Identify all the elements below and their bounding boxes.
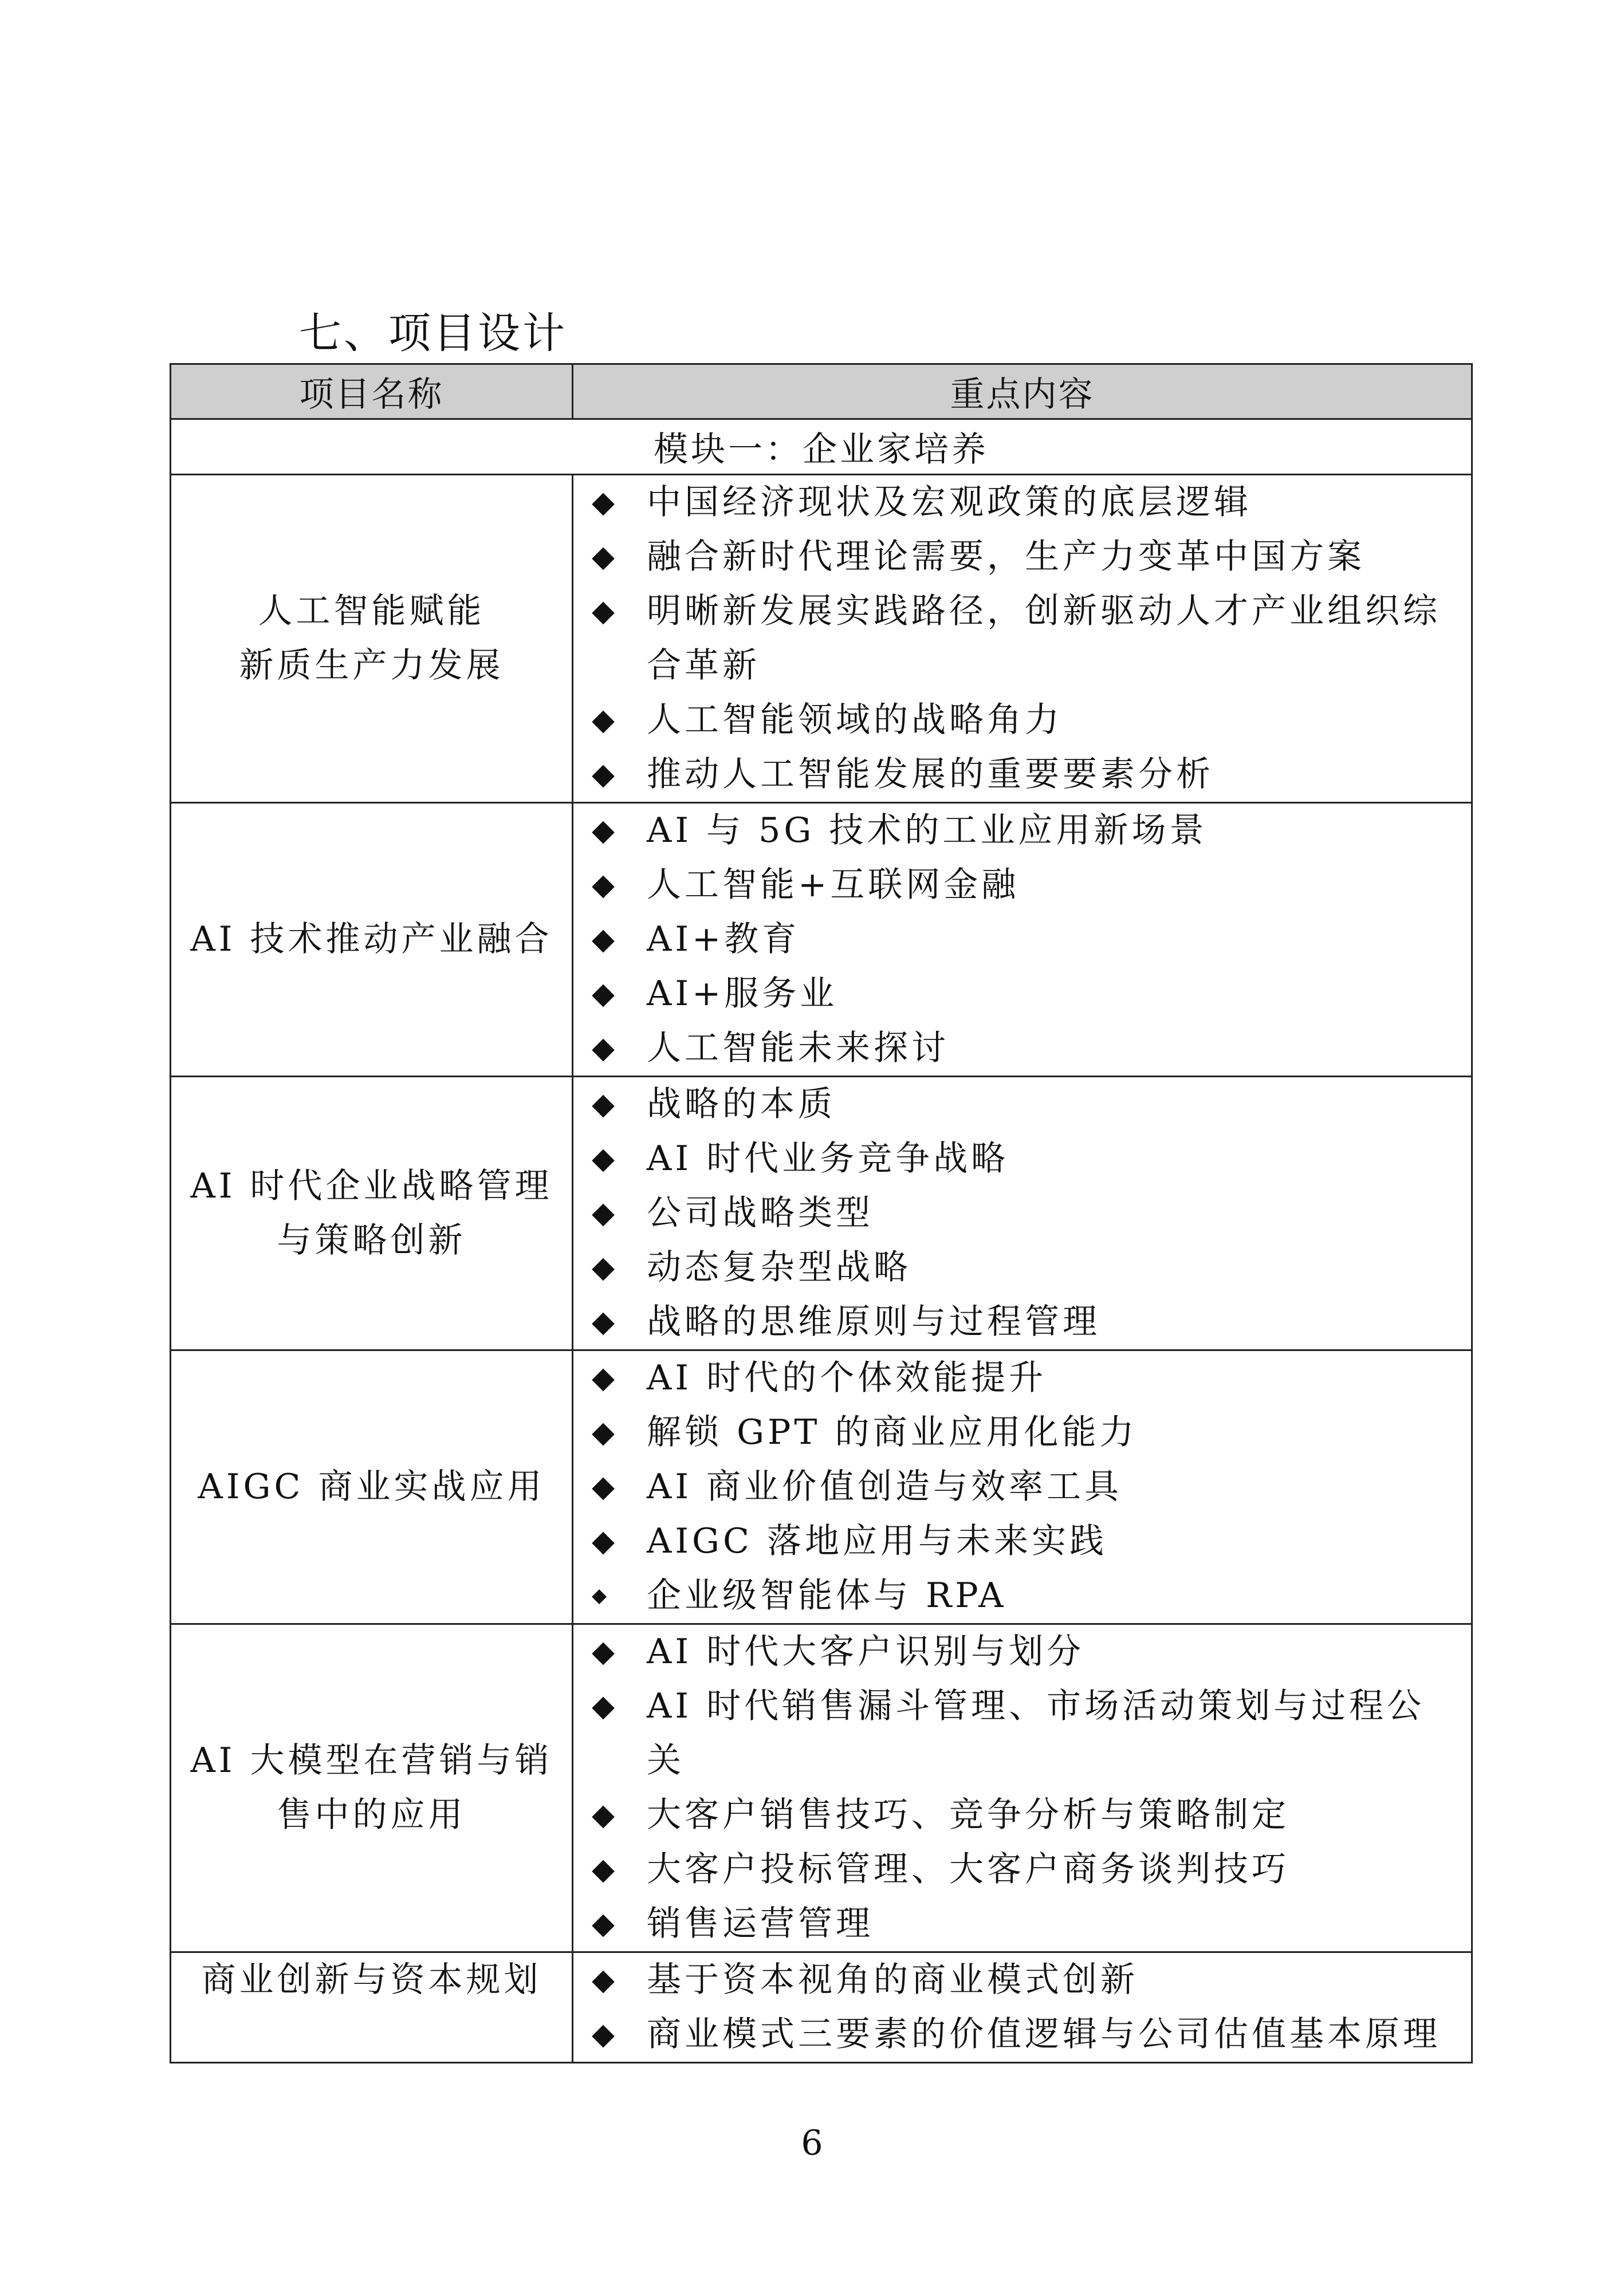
project-name-cell bbox=[171, 803, 573, 1077]
list-item bbox=[573, 1460, 1471, 1514]
list-item-text: 动态复杂型战略 bbox=[647, 1247, 911, 1287]
list-item bbox=[573, 1240, 1471, 1295]
table-row bbox=[171, 1350, 1472, 1624]
diamond-bullet-icon: ◆ bbox=[592, 868, 615, 902]
list-item bbox=[573, 747, 1471, 802]
list-item-text: 人工智能未来探讨 bbox=[647, 1028, 949, 1068]
project-name-line: AI 技术推动产业融合 bbox=[190, 919, 553, 959]
diamond-bullet-icon: ◆ bbox=[592, 1031, 615, 1065]
diamond-bullet-icon: ◆ bbox=[592, 539, 615, 574]
key-content-cell bbox=[573, 1077, 1472, 1350]
list-item bbox=[573, 1788, 1471, 1842]
project-name-line: AI 大模型在营销与销 bbox=[190, 1740, 553, 1781]
column-header-key-content: 重点内容 bbox=[573, 364, 1472, 419]
page-number: 6 bbox=[801, 2123, 823, 2163]
diamond-bullet-icon: ◆ bbox=[592, 1798, 615, 1832]
project-name-line: 商业创新与资本规划 bbox=[201, 1960, 542, 2000]
diamond-bullet-icon: ◆ bbox=[592, 976, 615, 1011]
list-item-text: AI 时代销售漏斗管理、市场活动策划与过程公关 bbox=[647, 1686, 1425, 1781]
project-name-line: 人工智能赋能 bbox=[258, 591, 485, 631]
diamond-bullet-icon: ◆ bbox=[592, 1250, 615, 1285]
list-item bbox=[573, 858, 1471, 912]
diamond-bullet-icon: ◆ bbox=[592, 1963, 615, 1997]
list-item bbox=[573, 1295, 1471, 1349]
project-name-line: 新质生产力发展 bbox=[239, 645, 504, 686]
list-item bbox=[573, 475, 1471, 530]
list-item-text: AI+服务业 bbox=[647, 974, 838, 1014]
list-item-text: 大客户销售技巧、竞争分析与策略制定 bbox=[647, 1795, 1289, 1835]
list-item bbox=[573, 1351, 1471, 1405]
key-points-list bbox=[573, 1351, 1471, 1623]
project-name-line: 与策略创新 bbox=[277, 1220, 466, 1261]
diamond-bullet-icon: ◆ bbox=[592, 2017, 615, 2051]
key-points-list bbox=[573, 804, 1471, 1076]
list-item-text: AI 时代业务竞争战略 bbox=[647, 1139, 1009, 1179]
list-item bbox=[573, 2007, 1471, 2062]
diamond-bullet-icon: ◆ bbox=[592, 485, 615, 519]
key-content-cell bbox=[573, 475, 1472, 803]
list-item-text: 融合新时代理论需要，生产力变革中国方案 bbox=[647, 537, 1365, 577]
list-item-text: AIGC 落地应用与未来实践 bbox=[647, 1521, 1107, 1561]
list-item bbox=[573, 1953, 1471, 2007]
project-name-cell bbox=[171, 1952, 573, 2063]
list-item-text: 商业模式三要素的价值逻辑与公司估值基本原理 bbox=[647, 2014, 1441, 2054]
diamond-bullet-icon: ◆ bbox=[592, 757, 615, 791]
key-points-list bbox=[573, 1625, 1471, 1951]
column-header-project-name: 项目名称 bbox=[171, 364, 573, 419]
diamond-bullet-icon: ◆ bbox=[592, 1305, 615, 1339]
key-content-cell bbox=[573, 1350, 1472, 1624]
list-item bbox=[573, 1021, 1471, 1076]
module-row bbox=[171, 419, 1472, 475]
list-item bbox=[573, 693, 1471, 747]
diamond-bullet-icon: ◆ bbox=[592, 1415, 615, 1450]
list-item bbox=[573, 1569, 1471, 1623]
diamond-bullet-icon: ◆ bbox=[592, 1524, 615, 1558]
list-item-text: AI+教育 bbox=[647, 919, 800, 959]
diamond-bullet-icon: ◆ bbox=[592, 1689, 615, 1723]
list-item-text: 中国经济现状及宏观政策的底层逻辑 bbox=[647, 482, 1252, 522]
project-name-cell bbox=[171, 475, 573, 803]
table-row bbox=[171, 475, 1472, 803]
diamond-bullet-icon: ◆ bbox=[592, 922, 615, 956]
list-item-text: AI 时代大客户识别与划分 bbox=[647, 1632, 1085, 1672]
list-item-text: 企业级智能体与 RPA bbox=[647, 1576, 1007, 1616]
key-content-cell bbox=[573, 1952, 1472, 2063]
list-item bbox=[573, 967, 1471, 1021]
list-item-text: 解锁 GPT 的商业应用化能力 bbox=[647, 1412, 1138, 1452]
key-content-cell bbox=[573, 1624, 1472, 1952]
table-row bbox=[171, 1952, 1472, 2063]
project-name-cell bbox=[171, 1350, 573, 1624]
diamond-bullet-icon: ◆ bbox=[592, 1141, 615, 1176]
diamond-bullet-icon: ◆ bbox=[592, 1361, 615, 1395]
list-item bbox=[573, 1077, 1471, 1132]
list-item bbox=[573, 1897, 1471, 1951]
list-item-text: AI 商业价值创造与效率工具 bbox=[647, 1467, 1123, 1507]
module-title: 模块一：企业家培养 bbox=[171, 419, 1472, 475]
list-item bbox=[573, 1514, 1471, 1569]
list-item bbox=[573, 1405, 1471, 1460]
diamond-bullet-icon: ◆ bbox=[592, 1087, 615, 1121]
diamond-bullet-icon: ◆ bbox=[592, 594, 615, 628]
table-header-row bbox=[171, 364, 1472, 419]
diamond-bullet-icon: ◆ bbox=[592, 813, 615, 848]
table-row bbox=[171, 1624, 1472, 1952]
diamond-bullet-icon: ◆ bbox=[592, 1196, 615, 1230]
list-item bbox=[573, 1186, 1471, 1240]
key-points-list bbox=[573, 1953, 1471, 2062]
list-item bbox=[573, 1132, 1471, 1186]
list-item bbox=[573, 912, 1471, 967]
diamond-bullet-icon: ◆ bbox=[592, 1852, 615, 1887]
diamond-bullet-icon: ◆ bbox=[592, 703, 615, 737]
list-item-text: 战略的本质 bbox=[647, 1084, 836, 1124]
key-points-list bbox=[573, 475, 1471, 802]
list-item bbox=[573, 804, 1471, 858]
list-item-text: AI 时代的个体效能提升 bbox=[647, 1358, 1047, 1398]
list-item-text: 销售运营管理 bbox=[647, 1904, 874, 1944]
list-item bbox=[573, 1679, 1471, 1788]
diamond-bullet-icon: ◆ bbox=[592, 1907, 615, 1941]
table-row bbox=[171, 803, 1472, 1077]
project-name-line: AI 时代企业战略管理 bbox=[190, 1165, 553, 1206]
project-name-cell bbox=[171, 1624, 573, 1952]
diamond-bullet-icon: ◆ bbox=[592, 1635, 615, 1669]
list-item bbox=[573, 1842, 1471, 1897]
list-item-text: 战略的思维原则与过程管理 bbox=[647, 1302, 1100, 1342]
list-item bbox=[573, 584, 1471, 693]
list-item-text: 人工智能领域的战略角力 bbox=[647, 700, 1063, 740]
list-item-text: 公司战略类型 bbox=[647, 1193, 874, 1233]
project-name-line: AIGC 商业实战应用 bbox=[198, 1467, 545, 1507]
list-item-text: 人工智能+互联网金融 bbox=[647, 865, 1020, 905]
key-content-cell bbox=[573, 803, 1472, 1077]
diamond-bullet-icon: ◆ bbox=[592, 1470, 615, 1504]
diamond-bullet-icon: ◆ bbox=[592, 1584, 607, 1607]
key-points-list bbox=[573, 1077, 1471, 1349]
list-item-text: 基于资本视角的商业模式创新 bbox=[647, 1960, 1138, 2000]
table-row bbox=[171, 1077, 1472, 1350]
list-item-text: 推动人工智能发展的重要要素分析 bbox=[647, 754, 1214, 794]
list-item-text: 明晰新发展实践路径，创新驱动人才产业组织综合革新 bbox=[647, 591, 1441, 686]
project-name-line: 售中的应用 bbox=[277, 1795, 466, 1835]
project-name-cell bbox=[171, 1077, 573, 1350]
list-item bbox=[573, 1625, 1471, 1679]
list-item bbox=[573, 530, 1471, 584]
list-item-text: AI 与 5G 技术的工业应用新场景 bbox=[647, 810, 1208, 850]
section-title: 七、项目设计 bbox=[299, 309, 567, 358]
project-design-table bbox=[170, 363, 1473, 2063]
list-item-text: 大客户投标管理、大客户商务谈判技巧 bbox=[647, 1849, 1289, 1889]
